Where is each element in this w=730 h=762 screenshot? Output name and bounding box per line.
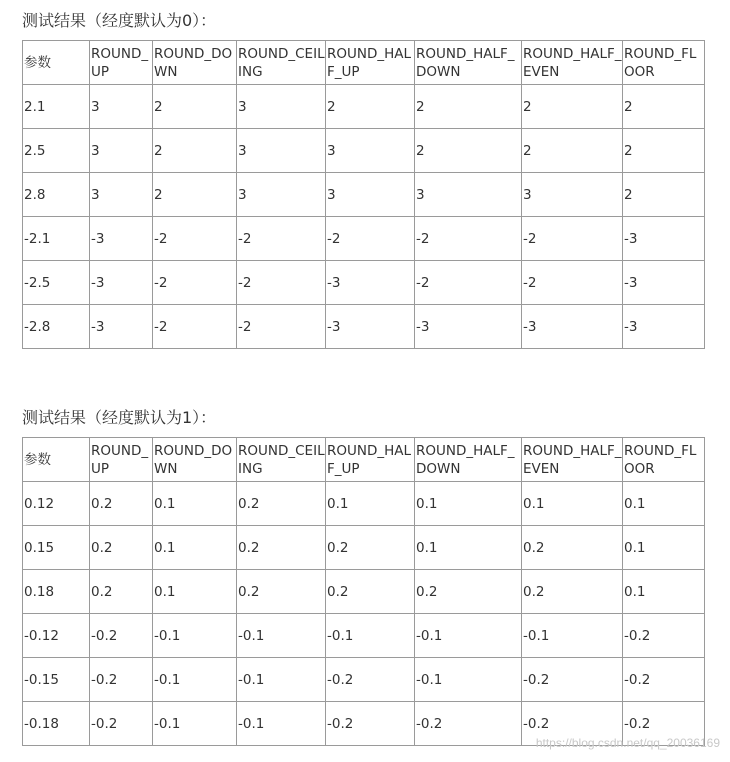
result-cell: 0.2 — [326, 570, 415, 614]
result-cell: -3 — [415, 305, 522, 349]
result-cell: -0.2 — [522, 702, 623, 746]
table-row — [23, 261, 705, 305]
result-cell: -3 — [623, 217, 705, 261]
result-cell: 0.1 — [153, 570, 237, 614]
result-cell: -2 — [415, 217, 522, 261]
result-cell: 2 — [153, 129, 237, 173]
param-cell: -0.18 — [23, 702, 90, 746]
param-cell: -2.8 — [23, 305, 90, 349]
table-header-row — [23, 438, 705, 482]
result-cell: 0.2 — [237, 570, 326, 614]
result-cell: -2 — [237, 305, 326, 349]
result-cell: -0.2 — [415, 702, 522, 746]
result-cell: 2 — [623, 129, 705, 173]
result-cell: 2 — [153, 85, 237, 129]
result-cell: 2 — [623, 173, 705, 217]
table-row — [23, 129, 705, 173]
result-cell: 3 — [326, 173, 415, 217]
result-cell: 2 — [326, 85, 415, 129]
result-cell: 2 — [623, 85, 705, 129]
result-cell: -2 — [237, 217, 326, 261]
table-row — [23, 85, 705, 129]
result-cell: 2 — [522, 129, 623, 173]
result-cell: -3 — [90, 217, 153, 261]
result-cell: -0.2 — [522, 658, 623, 702]
result-cell: 3 — [415, 173, 522, 217]
result-cell: -0.2 — [623, 614, 705, 658]
table-row — [23, 173, 705, 217]
result-cell: -3 — [90, 305, 153, 349]
param-cell: 2.8 — [23, 173, 90, 217]
watermark: https://blog.csdn.net/qq_20036169 — [535, 736, 720, 750]
result-cell: -0.1 — [415, 658, 522, 702]
result-cell: 0.1 — [415, 482, 522, 526]
column-header: ROUND_UP — [90, 41, 153, 85]
column-header: ROUND_CEILING — [237, 41, 326, 85]
result-cell: 3 — [90, 129, 153, 173]
table-row — [23, 217, 705, 261]
result-cell: 0.2 — [522, 526, 623, 570]
result-cell: -3 — [522, 305, 623, 349]
result-cell: -2 — [326, 217, 415, 261]
result-cell: 0.1 — [153, 526, 237, 570]
result-cell: 3 — [90, 173, 153, 217]
results-table-precision-0 — [22, 40, 705, 349]
result-cell: -0.1 — [415, 614, 522, 658]
result-cell: 2 — [522, 85, 623, 129]
result-cell: 0.2 — [90, 526, 153, 570]
result-cell: 0.1 — [522, 482, 623, 526]
table-header-row — [23, 41, 705, 85]
result-cell: -0.1 — [153, 614, 237, 658]
column-header: ROUND_DOWN — [153, 438, 237, 482]
result-cell: -2 — [153, 217, 237, 261]
result-cell: 3 — [237, 85, 326, 129]
result-cell: 3 — [326, 129, 415, 173]
result-cell: -2 — [522, 261, 623, 305]
table-row — [23, 614, 705, 658]
result-cell: -0.1 — [237, 614, 326, 658]
result-cell: -0.1 — [522, 614, 623, 658]
result-cell: -3 — [326, 261, 415, 305]
result-cell: 0.2 — [415, 570, 522, 614]
results-table-precision-1 — [22, 437, 705, 746]
result-cell: -0.2 — [90, 702, 153, 746]
result-cell: 0.1 — [623, 526, 705, 570]
result-cell: -0.2 — [90, 658, 153, 702]
result-cell: -0.1 — [153, 658, 237, 702]
table-row — [23, 482, 705, 526]
result-cell: -0.2 — [326, 702, 415, 746]
column-header: ROUND_HALF_UP — [326, 41, 415, 85]
result-cell: -2 — [153, 305, 237, 349]
table-row — [23, 305, 705, 349]
param-cell: -2.1 — [23, 217, 90, 261]
column-header: ROUND_HALF_DOWN — [415, 41, 522, 85]
result-cell: -0.2 — [90, 614, 153, 658]
param-cell: 0.15 — [23, 526, 90, 570]
param-cell: 2.5 — [23, 129, 90, 173]
column-header: ROUND_DOWN — [153, 41, 237, 85]
result-cell: 3 — [522, 173, 623, 217]
result-cell: 0.1 — [153, 482, 237, 526]
result-cell: 0.2 — [237, 526, 326, 570]
result-cell: 3 — [237, 173, 326, 217]
param-cell: -0.15 — [23, 658, 90, 702]
column-header: ROUND_FLOOR — [623, 41, 705, 85]
column-header: ROUND_HALF_EVEN — [522, 438, 623, 482]
result-cell: 3 — [90, 85, 153, 129]
table-row — [23, 658, 705, 702]
column-header: 参数 — [23, 438, 90, 482]
result-cell: -0.1 — [237, 658, 326, 702]
column-header: 参数 — [23, 41, 90, 85]
column-header: ROUND_HALF_EVEN — [522, 41, 623, 85]
result-cell: -3 — [326, 305, 415, 349]
result-cell: -0.1 — [326, 614, 415, 658]
result-cell: 2 — [415, 129, 522, 173]
result-cell: 0.1 — [623, 482, 705, 526]
result-cell: 0.2 — [237, 482, 326, 526]
result-cell: -2 — [153, 261, 237, 305]
result-cell: -0.1 — [237, 702, 326, 746]
result-cell: -0.2 — [623, 658, 705, 702]
result-cell: -0.1 — [153, 702, 237, 746]
result-cell: 0.2 — [90, 482, 153, 526]
result-cell: 0.1 — [415, 526, 522, 570]
result-cell: 3 — [237, 129, 326, 173]
param-cell: -2.5 — [23, 261, 90, 305]
result-cell: -3 — [623, 305, 705, 349]
result-cell: -3 — [90, 261, 153, 305]
result-cell: 2 — [415, 85, 522, 129]
column-header: ROUND_UP — [90, 438, 153, 482]
column-header: ROUND_HALF_UP — [326, 438, 415, 482]
result-cell: -0.2 — [623, 702, 705, 746]
section-2-heading: 测试结果（经度默认为1）： — [22, 408, 217, 427]
result-cell: -2 — [522, 217, 623, 261]
result-cell: 0.1 — [623, 570, 705, 614]
column-header: ROUND_CEILING — [237, 438, 326, 482]
result-cell: 0.2 — [326, 526, 415, 570]
result-cell: -2 — [415, 261, 522, 305]
column-header: ROUND_HALF_DOWN — [415, 438, 522, 482]
result-cell: -2 — [237, 261, 326, 305]
section-1-heading: 测试结果（经度默认为0）： — [22, 11, 217, 30]
result-cell: -0.2 — [326, 658, 415, 702]
result-cell: -3 — [623, 261, 705, 305]
result-cell: 0.2 — [90, 570, 153, 614]
param-cell: 2.1 — [23, 85, 90, 129]
table-row — [23, 526, 705, 570]
result-cell: 2 — [153, 173, 237, 217]
param-cell: 0.12 — [23, 482, 90, 526]
table-row — [23, 570, 705, 614]
result-cell: 0.2 — [522, 570, 623, 614]
column-header: ROUND_FLOOR — [623, 438, 705, 482]
param-cell: -0.12 — [23, 614, 90, 658]
result-cell: 0.1 — [326, 482, 415, 526]
param-cell: 0.18 — [23, 570, 90, 614]
